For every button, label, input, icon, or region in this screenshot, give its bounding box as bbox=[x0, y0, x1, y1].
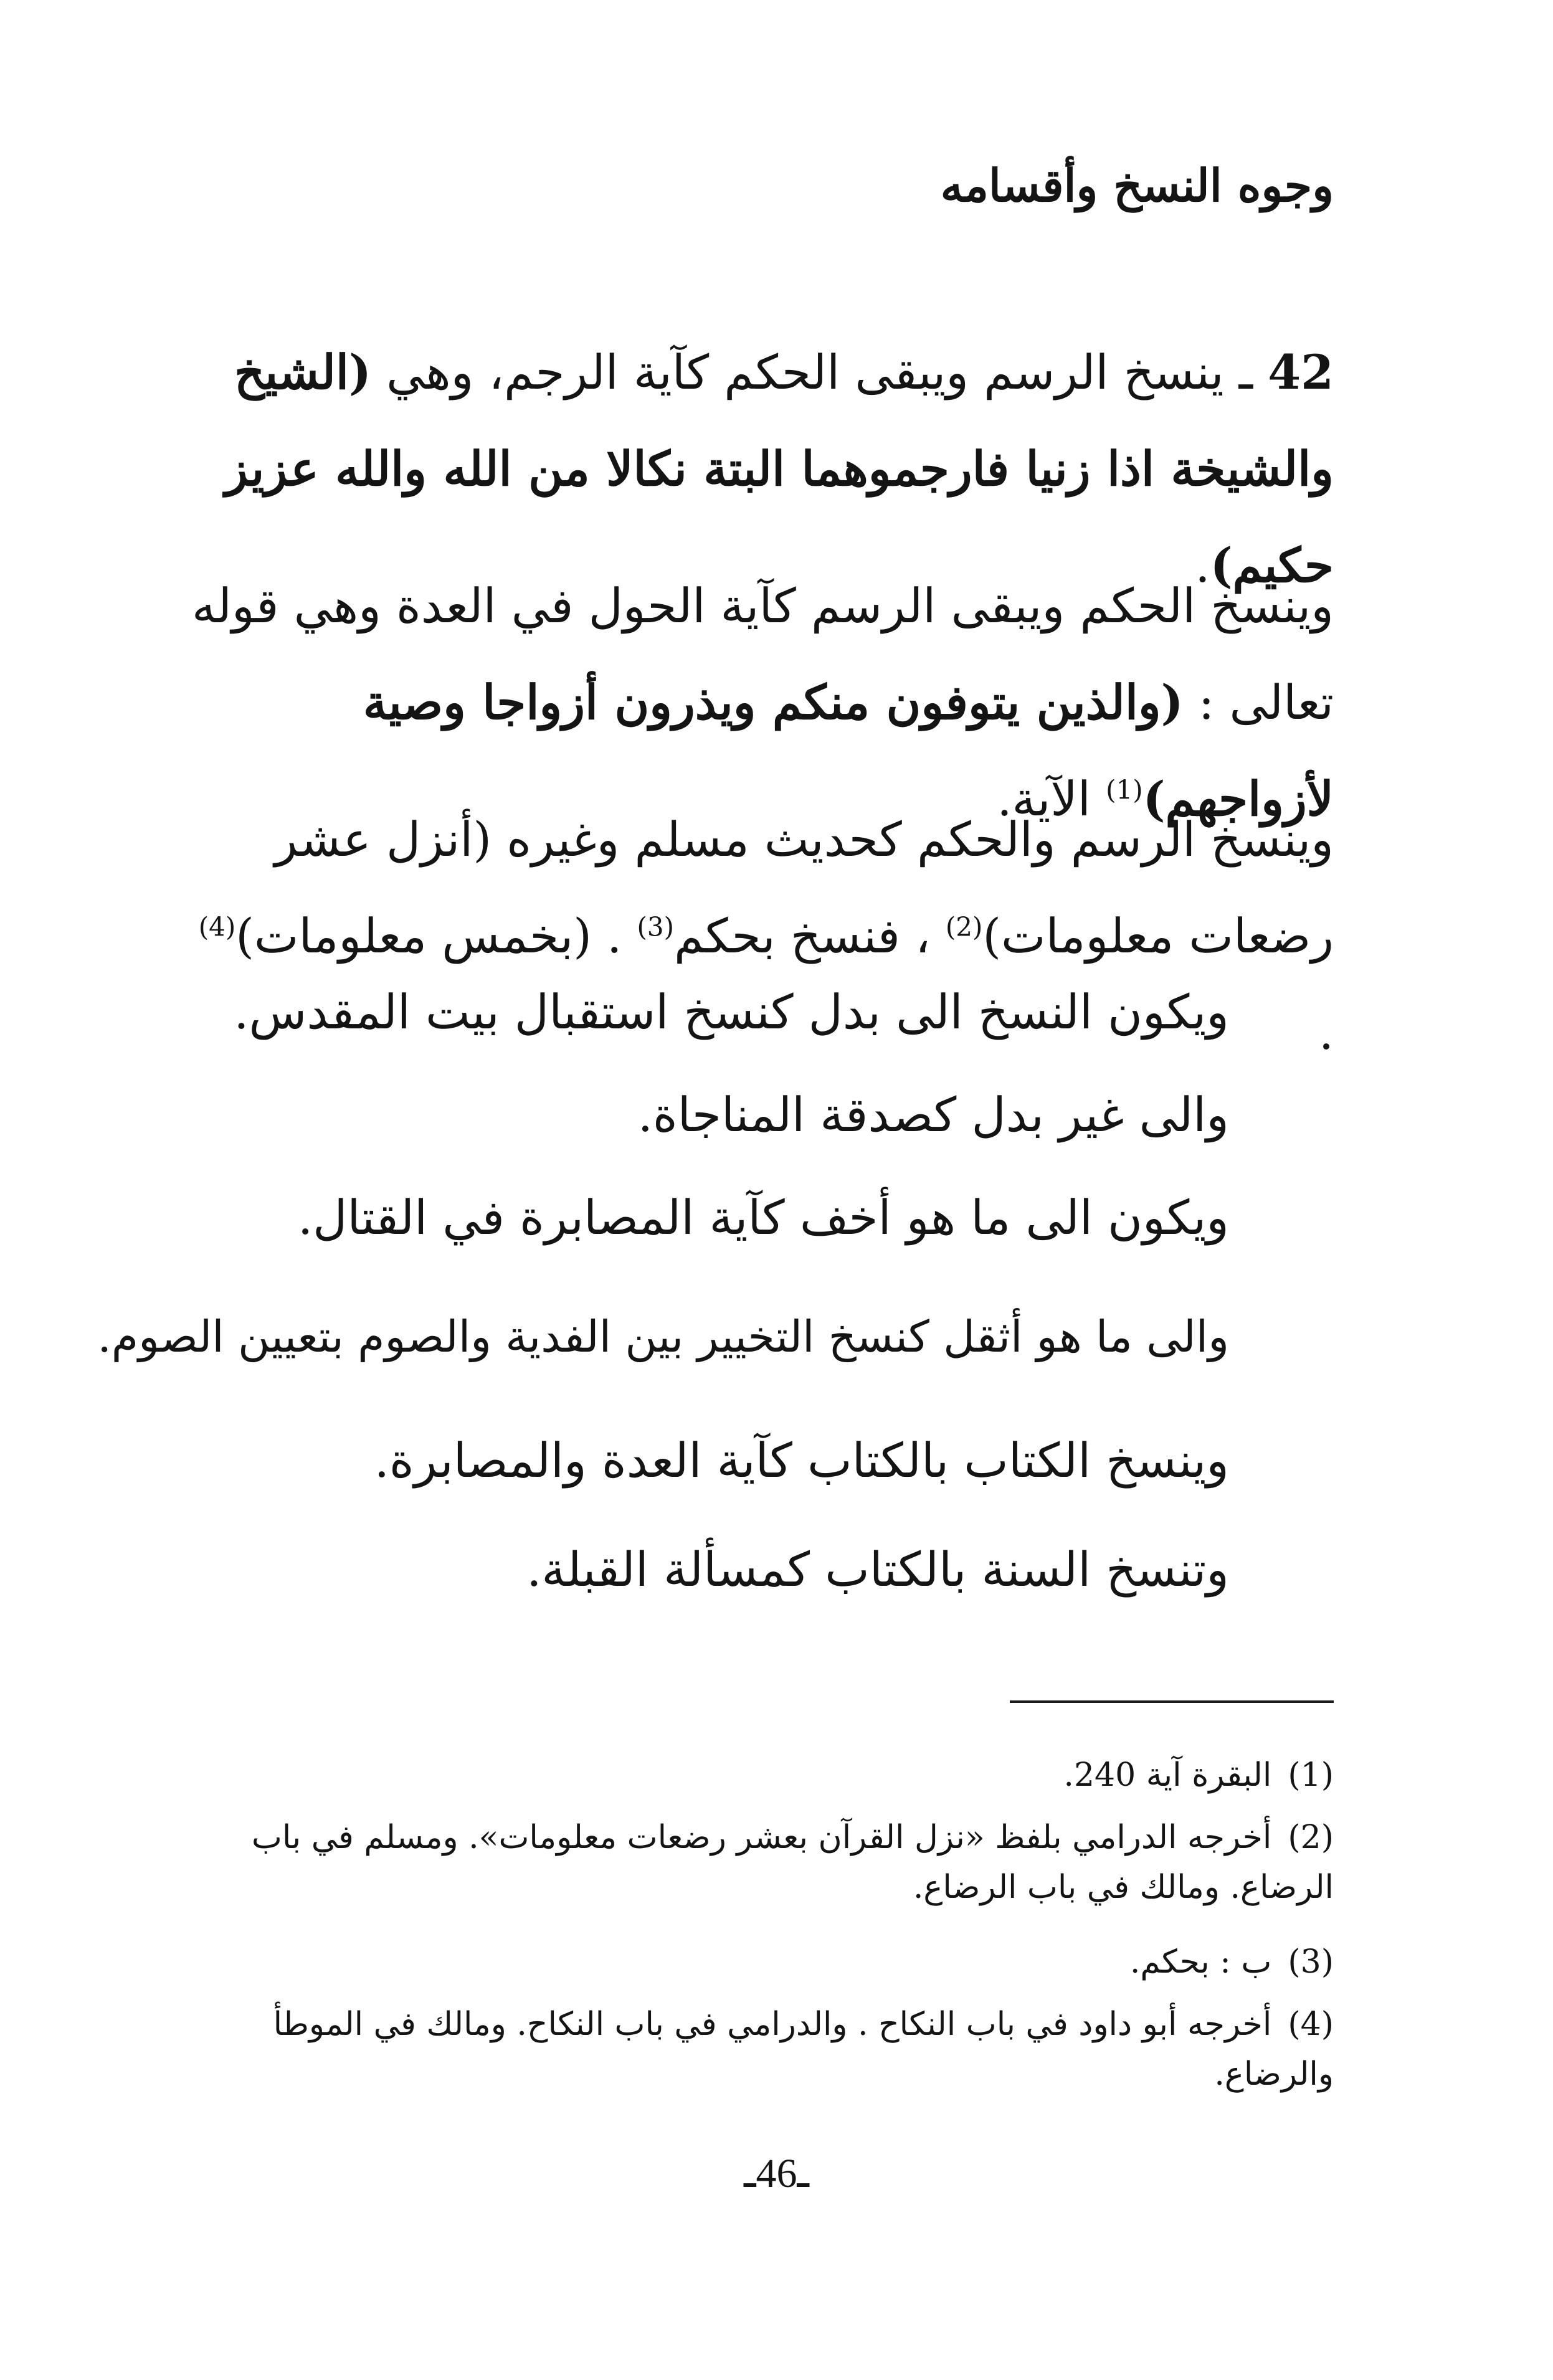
paragraph-radaat-end: . bbox=[1318, 1005, 1334, 1060]
stoning-verse-quote: (الشيخ والشيخة اذا زنيا فارجموهما البتة نكالا من الله والله عزيز حكيم) bbox=[225, 344, 1334, 593]
paragraph-radaat-mid2: . bbox=[591, 908, 637, 964]
hawl-verse-quote: (والذين يتوفون منكم ويذرون أزواجا وصية لأزواجهم) bbox=[363, 675, 1334, 827]
footnote-separator bbox=[1010, 1700, 1334, 1703]
five-radaat-quote: (بخمس معلومات) bbox=[235, 908, 592, 964]
footnote-text: ب : بحكم. bbox=[1129, 1943, 1272, 1981]
paragraph-number: 42 bbox=[1268, 344, 1334, 400]
footnote-ref-4: (4) bbox=[198, 911, 236, 942]
paragraph-42-end: . bbox=[1195, 538, 1210, 593]
footnote-ref-3: (3) bbox=[637, 911, 674, 942]
radaat-hadith-quote: (أنزل عشر رضعات معلومات) bbox=[274, 812, 1334, 964]
text-line-2: والى غير بدل كصدقة المناجاة. bbox=[637, 1087, 1229, 1142]
text-line-4: والى ما هو أثقل كنسخ التخيير بين الفدية والصوم بتعيين الصوم. bbox=[97, 1311, 1229, 1362]
page-number: ـ46ـ bbox=[744, 2151, 809, 2196]
footnote-number: (3) bbox=[1288, 1943, 1334, 1981]
text-line-6: وتنسخ السنة بالكتاب كمسألة القبلة. bbox=[526, 1542, 1229, 1597]
footnote-2 bbox=[174, 1813, 1334, 1912]
text-line-1: ويكون النسخ الى بدل كنسخ استقبال بيت المقدس. bbox=[234, 984, 1229, 1040]
text-line-3: ويكون الى ما هو أخف كآية المصابرة في القتال. bbox=[297, 1190, 1229, 1245]
footnote-1 bbox=[174, 1750, 1334, 1800]
text-line-5: وينسخ الكتاب بالكتاب كآية العدة والمصابرة. bbox=[374, 1433, 1229, 1488]
footnote-number: (4) bbox=[1288, 2006, 1334, 2043]
paragraph-hawl-intro: وينسخ الحكم ويبقى الرسم كآية الحول في العدة وهي قوله تعالى : bbox=[192, 578, 1334, 730]
paragraph-hawl-end: الآية. bbox=[997, 771, 1106, 827]
footnote-text: أخرجه أبو داود في باب النكاح . والدرامي في باب النكاح. ومالك في الموطأ والرضاع. bbox=[273, 2006, 1334, 2093]
footnote-number: (2) bbox=[1288, 1819, 1334, 1856]
paragraph-radaat-intro: وينسخ الرسم والحكم كحديث مسلم وغيره bbox=[492, 812, 1334, 867]
footnote-number: (1) bbox=[1288, 1757, 1334, 1794]
section-heading: وجوه النسخ وأقسامه bbox=[940, 159, 1334, 212]
footnote-text: البقرة آية 240. bbox=[1063, 1757, 1272, 1794]
footnote-ref-2: (2) bbox=[945, 911, 983, 942]
paragraph-radaat-mid: ، فنسخ بحكم bbox=[673, 908, 946, 964]
footnote-ref-1: (1) bbox=[1106, 774, 1143, 805]
footnote-4 bbox=[174, 1999, 1334, 2099]
footnote-3 bbox=[174, 1937, 1334, 1987]
paragraph-42-intro: ـ ينسخ الرسم ويبقى الحكم كآية الرجم، وهي bbox=[371, 344, 1268, 400]
footnote-text: أخرجه الدرامي بلفظ «نزل القرآن بعشر رضعات معلومات». ومسلم في باب الرضاع. ومالك في باب الرضاع. bbox=[251, 1819, 1334, 1906]
